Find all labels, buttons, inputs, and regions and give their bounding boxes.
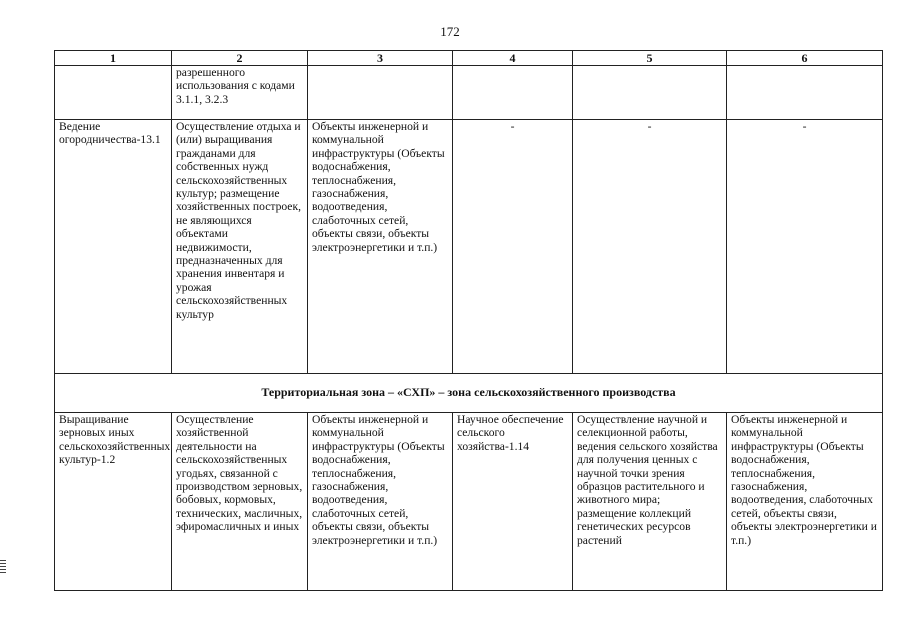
conditional-use-name: [453, 66, 573, 120]
conditional-use-name: Научное обеспечение сельского хозяйства-1.14: [453, 413, 573, 591]
zone-heading-row: [55, 374, 883, 413]
capital-construction-objects: Объекты инженерной и коммунальной инфраструктуры (Объекты водоснабжения, теплоснабжения, газоснабжения, водоотведения, слаботочных сетей, объекты связи, объекты электроэнергетики и т.п.): [308, 413, 453, 591]
conditional-use-description: -: [573, 120, 727, 374]
scan-margin-mark: [0, 560, 6, 575]
conditional-use-description: [573, 66, 727, 120]
zone-title: Территориальная зона – «СХП» – зона сельскохозяйственного производства: [55, 374, 883, 413]
permitted-use-description: разрешенного использования с кодами 3.1.1, 3.2.3: [172, 66, 308, 120]
capital-construction-objects: Объекты инженерной и коммунальной инфраструктуры (Объекты водоснабжения, теплоснабжения, газоснабжения, водоотведения, слаботочных сетей, объекты связи, объекты электроэнергетики и т.п.): [308, 120, 453, 374]
table-row: [55, 66, 883, 120]
conditional-use-name: -: [453, 120, 573, 374]
conditional-use-description: Осуществление научной и селекционной работы, ведения сельского хозяйства для получения ценных с научной точки зрения образцов растительного и животного мира; размещение коллекций генетических ресурсов растений: [573, 413, 727, 591]
page-number: 172: [440, 24, 460, 39]
column-number: 6: [727, 51, 883, 66]
table-row: [55, 120, 883, 374]
permitted-use-description: Осуществление хозяйственной деятельности на сельскохозяйственных угодьях, связанной с производством зерновых, бобовых, кормовых, технических, масличных, эфиромасличных и иных: [172, 413, 308, 591]
column-number: 2: [172, 51, 308, 66]
capital-construction-objects: [308, 66, 453, 120]
land-use-table: [54, 50, 883, 591]
conditional-use-objects: -: [727, 120, 883, 374]
column-number: 3: [308, 51, 453, 66]
permitted-use-name: Ведение огородничества-13.1: [55, 120, 172, 374]
column-number: 4: [453, 51, 573, 66]
permitted-use-name: Выращивание зерновых иных сельскохозяйственных культур-1.2: [55, 413, 172, 591]
column-number-header-row: [55, 51, 883, 66]
conditional-use-objects: [727, 66, 883, 120]
table-row: [55, 413, 883, 591]
conditional-use-objects: Объекты инженерной и коммунальной инфраструктуры (Объекты водоснабжения, теплоснабжения, газоснабжения, водоотведения, слаботочных сетей, объекты связи, объекты электроэнергетики и т.п.): [727, 413, 883, 591]
permitted-use-name: [55, 66, 172, 120]
permitted-use-description: Осуществление отдыха и (или) выращивания гражданами для собственных нужд сельскохозяйственных культур; размещение хозяйственных построек, не являющихся объектами недвижимости, предназначенных для хранения инвентаря и урожая сельскохозяйственных культур: [172, 120, 308, 374]
column-number: 1: [55, 51, 172, 66]
column-number: 5: [573, 51, 727, 66]
